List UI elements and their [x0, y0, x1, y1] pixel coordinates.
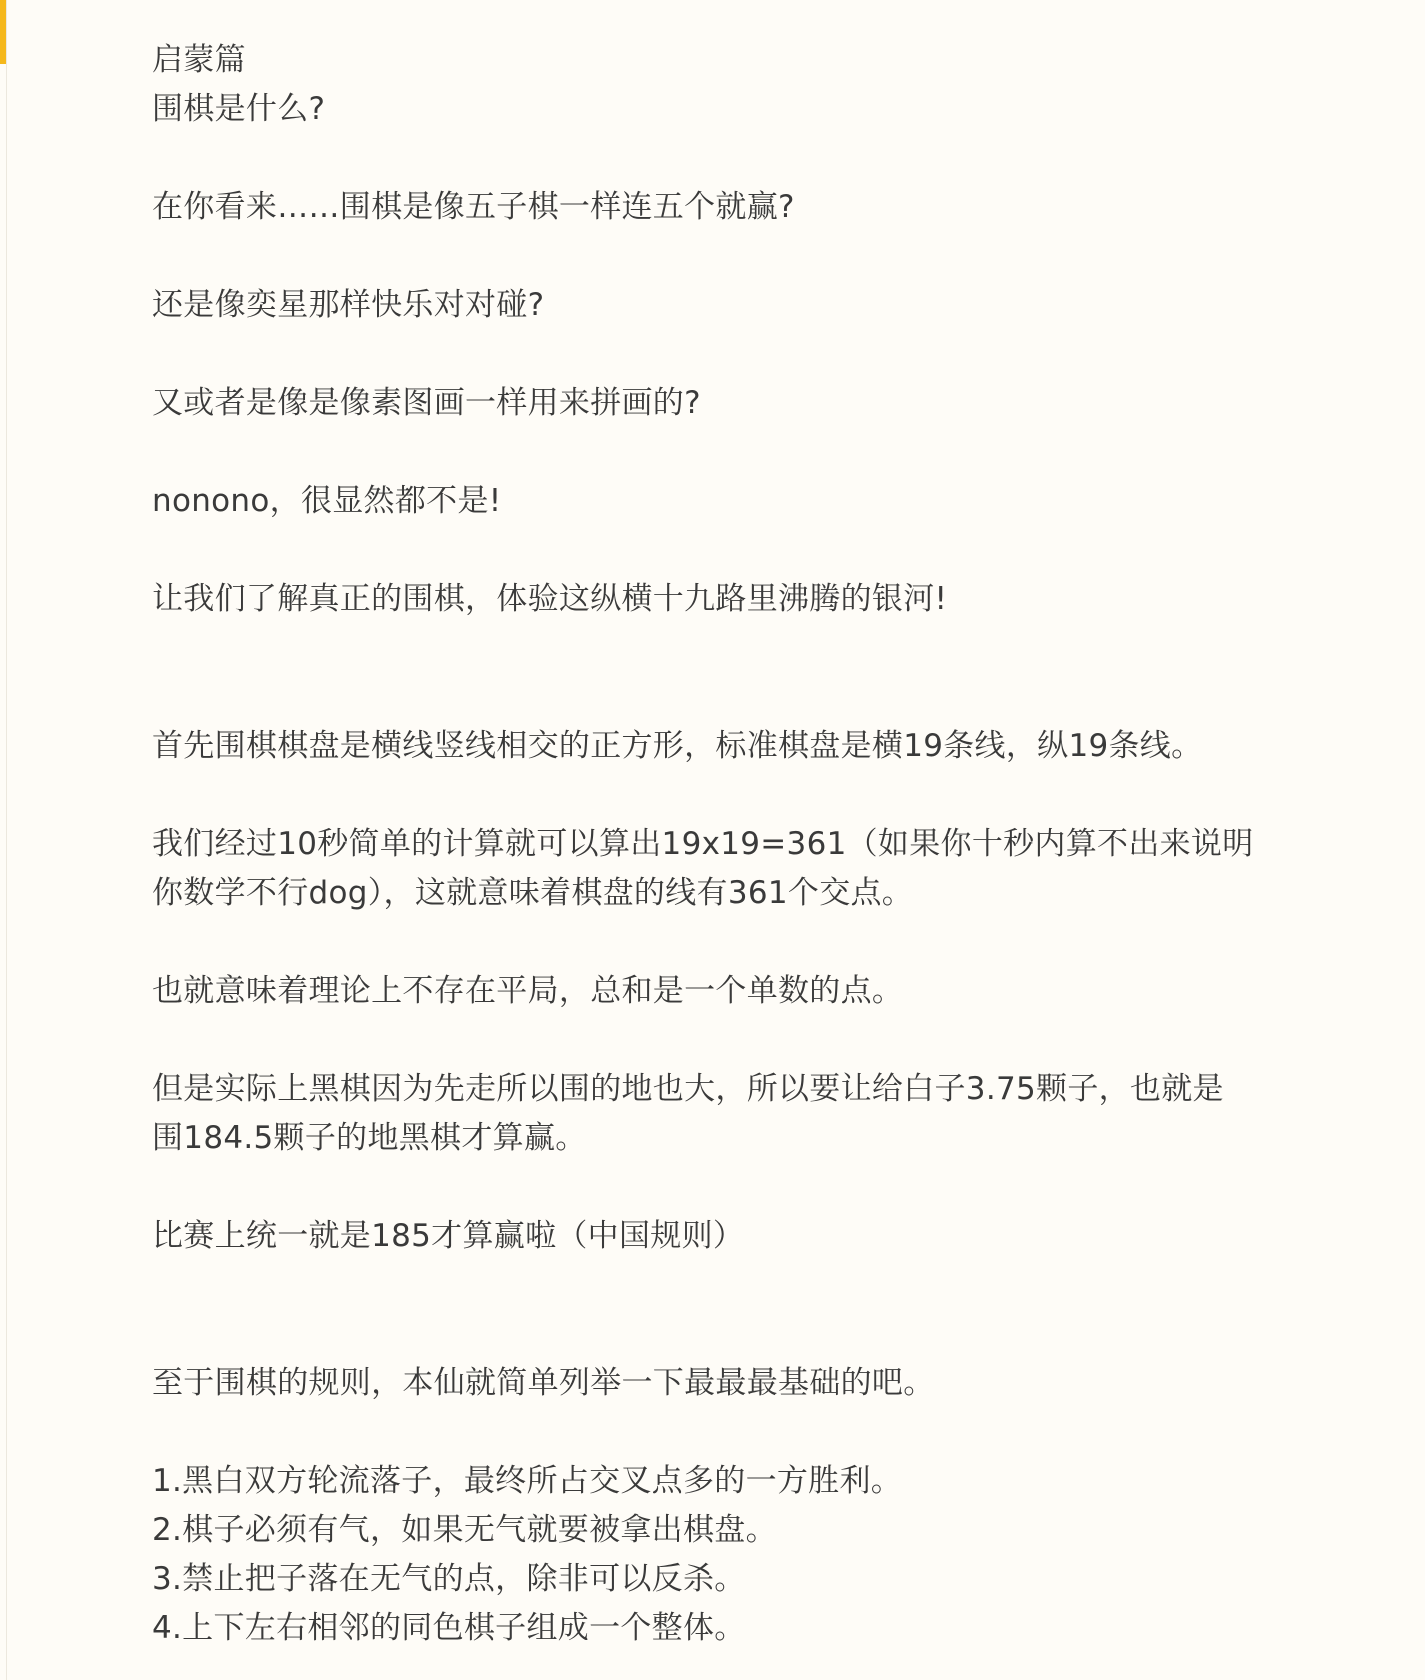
paragraph: 让我们了解真正的围棋，体验这纵横十九路里沸腾的银河!	[152, 581, 948, 617]
rule-item: 3.禁止把子落在无气的点，除非可以反杀。	[152, 1561, 746, 1597]
paragraph: 比赛上统一就是185才算赢啦（中国规则）	[152, 1218, 745, 1254]
paragraph: nonono，很显然都不是!	[152, 483, 502, 519]
rule-item: 1.黑白双方轮流落子，最终所占交叉点多的一方胜利。	[152, 1463, 903, 1499]
left-divider	[6, 0, 7, 1680]
rule-item: 4.上下左右相邻的同色棋子组成一个整体。	[152, 1610, 746, 1646]
paragraph: 我们经过10秒简单的计算就可以算出19x19=361（如果你十秒内算不出来说明	[152, 826, 1254, 862]
paragraph: 在你看来……围棋是像五子棋一样连五个就赢?	[152, 189, 795, 225]
paragraph: 还是像奕星那样快乐对对碰?	[152, 287, 545, 323]
article-heading: 启蒙篇	[152, 42, 246, 78]
paragraph: 围184.5颗子的地黑棋才算赢。	[152, 1120, 587, 1156]
article-body	[152, 36, 1272, 1653]
paragraph: 也就意味着理论上不存在平局，总和是一个单数的点。	[152, 973, 904, 1009]
paragraph: 首先围棋棋盘是横线竖线相交的正方形，标准棋盘是横19条线，纵19条线。	[152, 728, 1203, 764]
paragraph: 但是实际上黑棋因为先走所以围的地也大，所以要让给白子3.75颗子，也就是	[152, 1071, 1224, 1107]
paragraph: 又或者是像是像素图画一样用来拼画的?	[152, 385, 701, 421]
rule-item: 2.棋子必须有气，如果无气就要被拿出棋盘。	[152, 1512, 777, 1548]
article-question: 围棋是什么?	[152, 91, 326, 127]
paragraph: 你数学不行dog），这就意味着棋盘的线有361个交点。	[152, 875, 914, 911]
paragraph: 至于围棋的规则，本仙就简单列举一下最最最基础的吧。	[152, 1365, 935, 1401]
